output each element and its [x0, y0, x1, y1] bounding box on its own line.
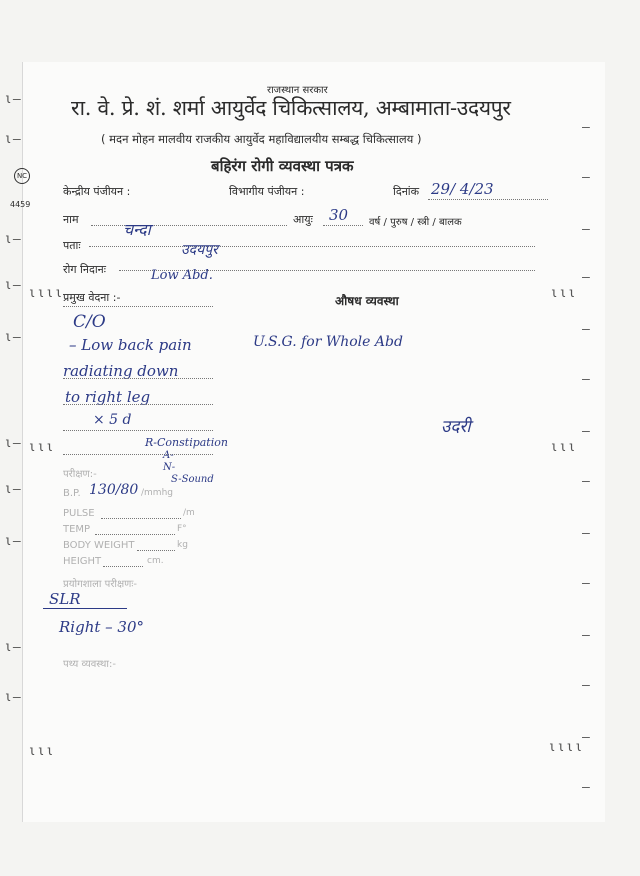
- diet-advice-label: पथ्य व्यवस्था:-: [63, 659, 116, 670]
- date-label: दिनांक: [393, 185, 420, 198]
- complaint-line-5: × 5 d: [93, 412, 132, 428]
- department-registration-label: विभागीय पंजीयन :: [229, 185, 305, 198]
- height-unit: cm.: [147, 556, 164, 566]
- form-title: बहिरंग रोगी व्यवस्था पत्रक: [211, 157, 354, 175]
- body-weight-unit: kg: [177, 540, 188, 550]
- side-code: 4459: [10, 200, 31, 209]
- bp-value: 130/80: [89, 482, 139, 498]
- treatment-label: औषध व्यवस्था: [335, 294, 399, 308]
- sex-category-label: वर्ष / पुरुष / स्त्री / बालक: [369, 217, 462, 228]
- logo-seal-icon: NC: [14, 168, 30, 184]
- complaint-line-3: radiating down: [63, 362, 179, 380]
- doctor-signature: उदरी: [441, 417, 471, 437]
- name-label: नाम: [63, 213, 79, 226]
- diagnosis-label: रोग निदानः: [63, 263, 107, 276]
- treatment-value: U.S.G. for Whole Abd: [253, 334, 403, 350]
- pulse-label: PULSE: [63, 508, 95, 519]
- height-label: HEIGHT: [63, 556, 102, 567]
- slr-label: SLR: [49, 590, 81, 608]
- diagnosis-value: Low Abd.: [151, 268, 213, 283]
- complaint-line-2: – Low back pain: [69, 336, 192, 354]
- constipation-note: R-Constipation: [145, 436, 228, 449]
- government-label: राजस्थान सरकार: [267, 85, 328, 96]
- complaint-line-4: to right leg: [65, 388, 151, 406]
- age-value: 30: [329, 206, 349, 224]
- address-label: पताः: [63, 239, 81, 252]
- temp-label: TEMP: [63, 524, 91, 535]
- address-value: उदयपुर: [181, 242, 218, 258]
- chief-complaint-label: प्रमुख वेदना :-: [63, 291, 121, 304]
- hospital-title: रा. वे. प्रे. शं. शर्मा आयुर्वेद चिकित्सालय, अम्बामाता-उदयपुर: [71, 96, 511, 120]
- central-registration-label: केन्द्रीय पंजीयन :: [63, 185, 131, 198]
- opd-form-sheet: [22, 62, 605, 822]
- lab-tests-label: प्रयोगशाला परीक्षणः-: [63, 579, 138, 590]
- bp-unit: /mmhg: [141, 488, 173, 498]
- pulse-unit: /m: [183, 508, 195, 518]
- slr-value: Right – 30°: [59, 618, 145, 636]
- micturition-note: N-: [163, 462, 176, 473]
- date-value: 29/ 4/23: [431, 180, 494, 198]
- age-label: आयुः: [293, 213, 313, 226]
- sleep-note: S-Sound: [171, 474, 214, 485]
- complaint-line-1: C/O: [73, 312, 106, 332]
- appetite-note: A-: [163, 450, 174, 461]
- name-value: चन्दा: [123, 220, 151, 239]
- hospital-subtitle: ( मदन मोहन मालवीय राजकीय आयुर्वेद महाविद्यालयीय सम्बद्ध चिकित्सालय ): [101, 132, 422, 146]
- examination-label: परीक्षण:-: [63, 469, 97, 480]
- body-weight-label: BODY WEIGHT: [63, 540, 135, 551]
- temp-unit: F°: [177, 524, 187, 534]
- bp-label: B.P.: [63, 488, 81, 499]
